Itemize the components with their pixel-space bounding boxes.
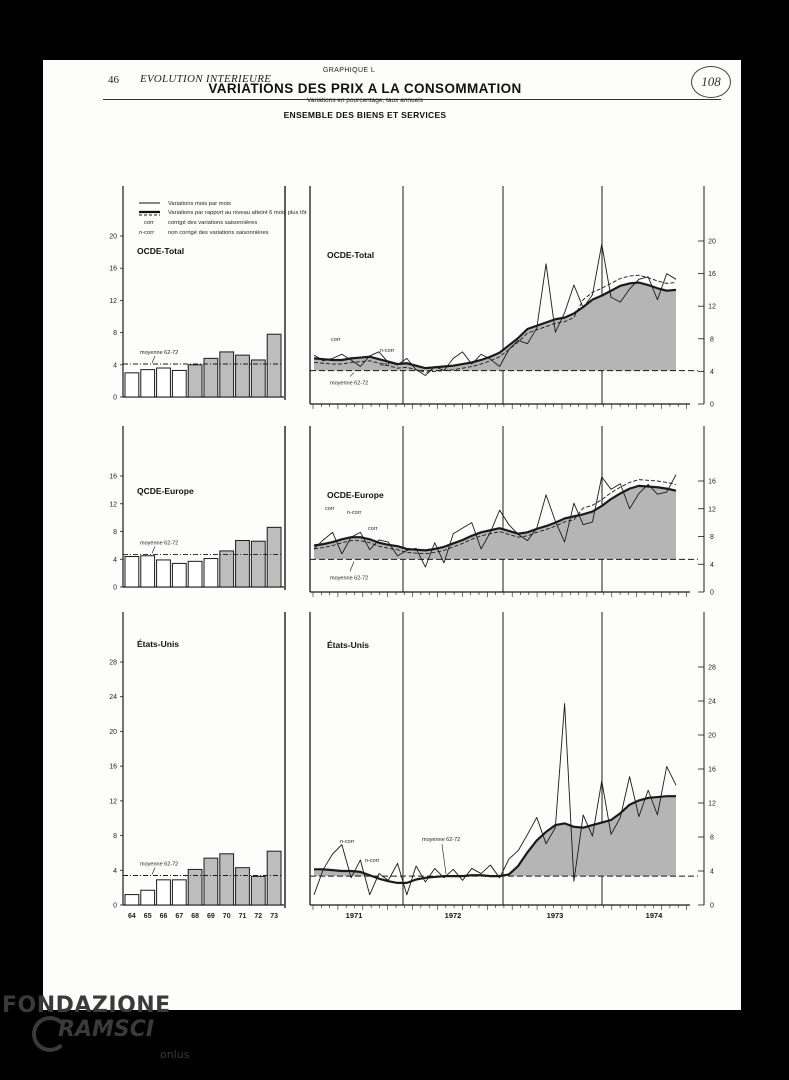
bar-65 (141, 890, 155, 905)
series-annotation: n-corr (340, 839, 355, 845)
bar-64 (125, 895, 139, 905)
bar-70 (220, 352, 234, 397)
bar-y-tick-label: 28 (109, 659, 117, 667)
bar-67 (172, 880, 186, 905)
bar-category-label: 72 (254, 913, 263, 920)
bar-65 (141, 370, 155, 397)
figure-title: VARIATIONS DES PRIX A LA CONSOMMATION (208, 81, 522, 96)
watermark-gramsci: RAMSCI (58, 1017, 155, 1042)
bar-y-tick-label: 12 (109, 798, 117, 806)
bar-y-tick-label: 16 (109, 473, 117, 481)
page-number: 46 (108, 74, 119, 86)
line-y-tick-label: 4 (710, 868, 714, 876)
bar-y-tick-label: 0 (113, 394, 117, 402)
bar-average-label: moyenne 62-72 (140, 861, 179, 868)
bar-y-tick-label: 12 (109, 297, 117, 305)
line-y-tick-label: 8 (710, 336, 714, 344)
bar-65 (141, 556, 155, 587)
bar-average-pointer (152, 867, 155, 874)
series-annotation: n-corr (380, 348, 395, 354)
bar-category-label: 67 (175, 913, 184, 920)
bar-70 (220, 551, 234, 587)
bar-category-label: 68 (191, 913, 199, 920)
legend-ncorr-text: non corrigé des variations saisonnières (168, 230, 269, 236)
figure-label: GRAPHIQUE L (322, 67, 376, 74)
chart-row-2 (109, 426, 716, 597)
bar-71 (236, 541, 250, 587)
bar-y-tick-label: 0 (113, 584, 117, 592)
bar-66 (157, 560, 171, 587)
line-y-tick-label: 0 (710, 401, 714, 409)
page-stamp: 108 (691, 66, 731, 98)
bar-y-tick-label: 8 (113, 529, 117, 536)
bar-y-tick-label: 0 (113, 902, 117, 910)
line-y-tick-label: 24 (708, 698, 716, 706)
bar-category-label: 71 (238, 913, 247, 920)
bar-panel-title: OCDE-Total (137, 246, 185, 256)
series-annotation: corr (380, 362, 390, 368)
bar-72 (251, 360, 265, 397)
bar-y-tick-label: 16 (109, 763, 117, 771)
bar-y-tick-label: 8 (113, 833, 117, 841)
line-average-pointer (350, 561, 354, 571)
bar-category-label: 64 (128, 913, 136, 920)
bar-y-tick-label: 4 (113, 362, 117, 370)
line-y-tick-label: 0 (710, 589, 714, 597)
line-y-tick-label: 16 (708, 271, 716, 279)
bar-category-label: 66 (159, 913, 168, 920)
year-label-1971: 1971 (345, 911, 363, 920)
bar-panel-title: QCDE-Europe (137, 486, 194, 496)
bar-73 (267, 527, 281, 587)
line-y-tick-label: 16 (708, 478, 716, 486)
line-y-tick-label: 12 (708, 800, 716, 808)
line-panel-title: OCDE-Europe (327, 490, 384, 500)
line-y-tick-label: 20 (708, 732, 716, 740)
bar-64 (125, 373, 139, 397)
bar-y-tick-label: 20 (109, 728, 117, 736)
legend-six-month-label: Variations par rapport au niveau atteint 6 mois plus tôt (168, 210, 307, 216)
line-y-tick-label: 8 (710, 834, 714, 842)
series-annotation: n-corr (347, 510, 362, 516)
line-y-tick-label: 8 (710, 534, 714, 541)
bar-y-tick-label: 20 (109, 233, 117, 241)
line-y-tick-label: 4 (710, 368, 714, 376)
legend-corr-text: corrigé des variations saisonnières (168, 220, 258, 226)
line-y-tick-label: 16 (708, 766, 716, 774)
series-annotation: corr (325, 506, 335, 512)
bar-y-tick-label: 16 (109, 265, 117, 273)
line-y-tick-label: 28 (708, 664, 716, 672)
line-average-pointer (442, 844, 446, 874)
bar-66 (157, 880, 171, 905)
line-panel-title: OCDE-Total (327, 250, 375, 260)
legend-monthly-label: Variations mois par mois (168, 201, 232, 207)
line-y-tick-label: 20 (708, 238, 716, 246)
bar-68 (188, 869, 202, 905)
bar-category-label: 65 (143, 913, 152, 920)
line-y-tick-label: 12 (708, 506, 716, 514)
chart-row-3 (109, 612, 716, 920)
bar-73 (267, 851, 281, 905)
series-annotation: corr (368, 526, 378, 532)
running-title: EVOLUTION INTERIEURE (140, 73, 272, 85)
six-month-area (314, 796, 676, 876)
bar-69 (204, 858, 218, 905)
year-label-1972: 1972 (444, 911, 462, 920)
bar-68 (188, 561, 202, 587)
line-y-tick-label: 12 (708, 303, 716, 311)
watermark-fondazione: FONDAZIONE (2, 993, 171, 1018)
bar-category-label: 69 (207, 913, 215, 920)
bar-category-label: 73 (270, 913, 278, 920)
legend-corr-abbr: corr (144, 220, 154, 226)
bar-average-label: moyenne 62-72 (140, 540, 179, 547)
line-average-label: moyenne 62-72 (330, 380, 369, 387)
chart-legend (139, 201, 307, 236)
line-panel-title: États-Unis (327, 640, 370, 650)
bar-y-tick-label: 4 (113, 867, 117, 875)
bar-66 (157, 368, 171, 397)
line-average-label: moyenne 62-72 (330, 575, 369, 582)
bar-y-tick-label: 4 (113, 556, 117, 564)
bar-70 (220, 854, 234, 905)
bar-72 (251, 541, 265, 587)
bar-y-tick-label: 24 (109, 694, 117, 702)
bar-67 (172, 370, 186, 397)
bar-average-pointer (152, 356, 155, 363)
line-y-tick-label: 4 (710, 561, 714, 569)
bar-average-pointer (152, 546, 155, 553)
bar-panel-title: États-Unis (137, 639, 180, 649)
year-label-1974: 1974 (645, 911, 663, 920)
line-average-pointer (350, 373, 354, 377)
bar-67 (172, 563, 186, 587)
bar-y-tick-label: 8 (113, 330, 117, 338)
bar-69 (204, 559, 218, 587)
bar-y-tick-label: 12 (109, 501, 117, 509)
section-title: ENSEMBLE DES BIENS ET SERVICES (283, 110, 447, 120)
series-annotation: n-corr (365, 858, 380, 864)
bar-category-label: 70 (222, 913, 231, 920)
bar-71 (236, 868, 250, 905)
figure-subtitle: Variations en pourcentage, taux annuels (307, 97, 423, 104)
series-annotation: corr (331, 337, 341, 343)
watermark-onlus: onlus (160, 1048, 190, 1061)
bar-73 (267, 334, 281, 397)
line-y-tick-label: 0 (710, 902, 714, 910)
bar-72 (251, 876, 265, 905)
line-average-label: moyenne 62-72 (422, 837, 461, 844)
year-label-1973: 1973 (546, 911, 564, 920)
bar-71 (236, 355, 250, 397)
bar-64 (125, 556, 139, 587)
bar-average-label: moyenne 62-72 (140, 349, 179, 356)
bar-68 (188, 365, 202, 397)
legend-ncorr-abbr: n-corr (139, 230, 155, 236)
